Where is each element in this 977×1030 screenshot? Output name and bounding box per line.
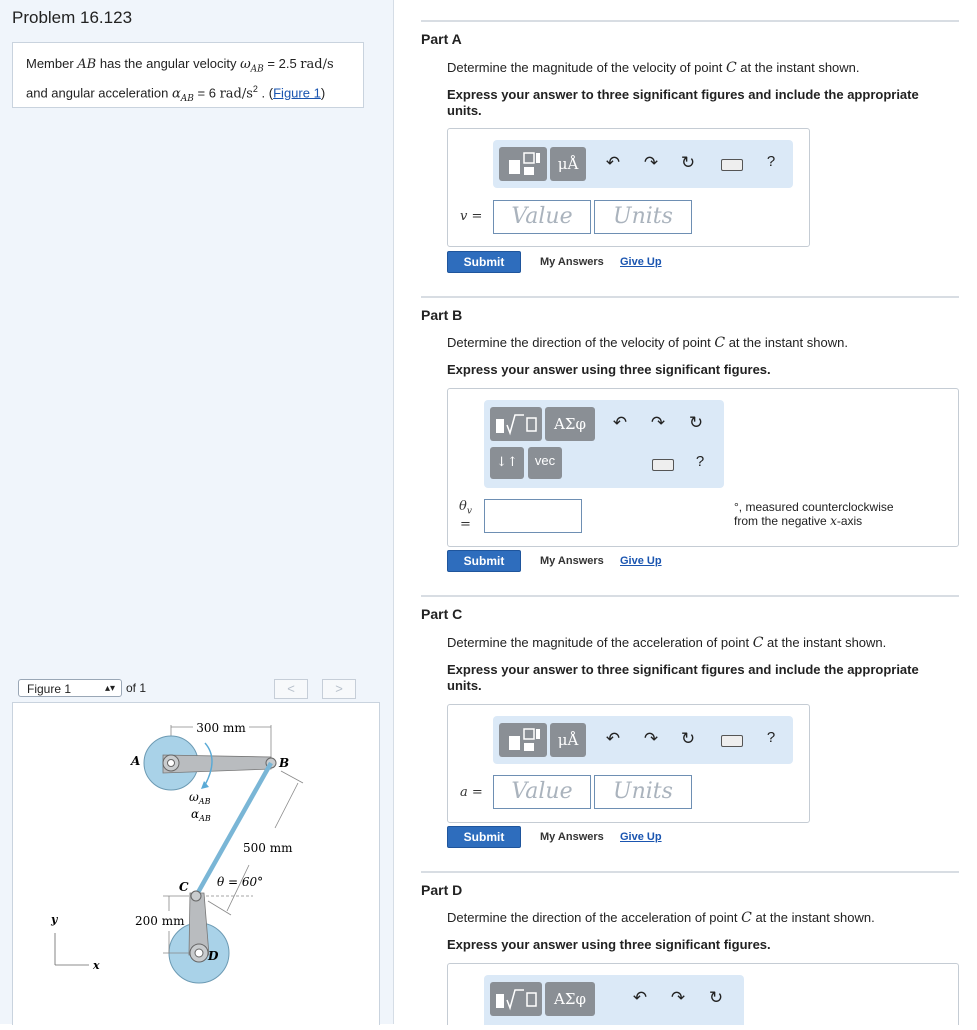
part-c-toolbar bbox=[493, 716, 793, 764]
label-d: D bbox=[208, 949, 219, 963]
part-d-toolbar bbox=[484, 975, 744, 1025]
velocity-label: v = bbox=[460, 209, 483, 224]
next-figure-button[interactable]: > bbox=[322, 679, 356, 699]
help-icon[interactable]: ? bbox=[766, 153, 776, 170]
figure-count: of 1 bbox=[126, 681, 147, 695]
part-b-unit-note: °, measured counterclockwise from the negative x-axis bbox=[734, 500, 894, 528]
velocity-value-input[interactable]: Value bbox=[493, 200, 591, 234]
part-a-toolbar bbox=[493, 140, 793, 188]
keyboard-icon[interactable] bbox=[721, 735, 743, 747]
axis-y-label: y bbox=[51, 913, 58, 926]
radical-template-icon bbox=[490, 407, 542, 441]
radical-template-icon bbox=[490, 982, 542, 1016]
reset-icon[interactable]: ↻ bbox=[688, 413, 704, 432]
part-b-title: Part B bbox=[421, 307, 463, 323]
dim-300-label: 300 mm bbox=[196, 721, 246, 735]
template-icon bbox=[499, 723, 547, 757]
theta-v-equals: = bbox=[460, 517, 471, 532]
alpha-label: $\alpha_{AB}$ bbox=[191, 807, 211, 823]
part-c-instruction: Express your answer to three significant figures and include the appropriate units. bbox=[447, 662, 919, 693]
part-b-toolbar bbox=[484, 400, 724, 488]
part-c-question: Determine the magnitude of the acceleration of point C at the instant shown. bbox=[447, 635, 887, 651]
greek-button[interactable]: ΑΣφ bbox=[545, 407, 595, 441]
redo-icon[interactable]: ↷ bbox=[670, 988, 686, 1007]
reset-icon[interactable]: ↻ bbox=[680, 729, 696, 748]
units-button[interactable]: μÅ bbox=[550, 723, 586, 757]
updown-caret-icon: ▴▾ bbox=[104, 683, 115, 694]
part-b-my-answers-link[interactable]: My Answers bbox=[540, 555, 604, 567]
acceleration-label: a = bbox=[460, 785, 483, 800]
omega-label: $\omega_{AB}$ bbox=[189, 790, 211, 806]
part-a-instruction: Express your answer to three significant figures and include the appropriate units. bbox=[447, 87, 919, 118]
sort-button[interactable]: ↓↑ bbox=[490, 447, 524, 479]
separator bbox=[421, 871, 959, 873]
acceleration-units-input[interactable]: Units bbox=[594, 775, 692, 809]
part-b-question: Determine the direction of the velocity of point C at the instant shown. bbox=[447, 335, 848, 351]
part-c-title: Part C bbox=[421, 606, 463, 622]
problem-title: Problem 16.123 bbox=[12, 8, 133, 27]
prev-figure-button[interactable]: < bbox=[274, 679, 308, 699]
greek-button[interactable]: ΑΣφ bbox=[545, 982, 595, 1016]
radical-template-button[interactable] bbox=[490, 407, 542, 441]
radical-template-button[interactable] bbox=[490, 982, 542, 1016]
figure-canvas bbox=[12, 702, 380, 1025]
part-d-title: Part D bbox=[421, 882, 463, 898]
reset-icon[interactable]: ↻ bbox=[680, 153, 696, 172]
label-c: C bbox=[179, 880, 189, 894]
template-button[interactable] bbox=[499, 723, 547, 757]
problem-statement: Member AB has the angular velocity $\omega_{AB} = 2.5$ rad/s and angular acceleration $\alpha_{AB} = 6$ rad/$s^2$ . (Figure 1) bbox=[12, 42, 364, 108]
undo-icon[interactable]: ↶ bbox=[632, 988, 648, 1007]
vec-button[interactable]: vec bbox=[528, 447, 562, 479]
separator bbox=[421, 296, 959, 298]
separator bbox=[421, 595, 959, 597]
label-a: A bbox=[131, 754, 141, 768]
template-button[interactable] bbox=[499, 147, 547, 181]
part-a-title: Part A bbox=[421, 31, 462, 47]
part-b-give-up-link[interactable]: Give Up bbox=[620, 555, 662, 567]
part-d-question: Determine the direction of the acceleration of point C at the instant shown. bbox=[447, 910, 875, 926]
redo-icon[interactable]: ↷ bbox=[643, 729, 659, 748]
figure-link[interactable]: Figure 1 bbox=[273, 84, 321, 100]
undo-icon[interactable]: ↶ bbox=[612, 413, 628, 432]
mechanism-diagram bbox=[13, 703, 379, 1025]
theta-v-input[interactable] bbox=[484, 499, 582, 533]
velocity-units-input[interactable]: Units bbox=[594, 200, 692, 234]
help-icon[interactable]: ? bbox=[766, 729, 776, 746]
part-b-instruction: Express your answer using three significant figures. bbox=[447, 362, 771, 377]
theta-label: θ = 60° bbox=[217, 875, 264, 889]
dim-200-label: 200 mm bbox=[135, 914, 185, 928]
template-icon bbox=[499, 147, 547, 181]
undo-icon[interactable]: ↶ bbox=[605, 153, 621, 172]
part-a-my-answers-link[interactable]: My Answers bbox=[540, 256, 604, 268]
label-b: B bbox=[279, 756, 290, 770]
acceleration-value-input[interactable]: Value bbox=[493, 775, 591, 809]
help-icon[interactable]: ? bbox=[695, 453, 705, 470]
figure-navigation bbox=[12, 677, 378, 701]
part-a-submit-button[interactable]: Submit bbox=[447, 251, 521, 273]
part-a-give-up-link[interactable]: Give Up bbox=[620, 256, 662, 268]
part-c-give-up-link[interactable]: Give Up bbox=[620, 831, 662, 843]
reset-icon[interactable]: ↻ bbox=[708, 988, 724, 1007]
axis-x-label: x bbox=[93, 959, 100, 972]
units-button[interactable]: μÅ bbox=[550, 147, 586, 181]
part-c-answer-box bbox=[447, 704, 810, 823]
separator bbox=[421, 20, 959, 22]
part-a-question: Determine the magnitude of the velocity of point C at the instant shown. bbox=[447, 60, 860, 76]
figure-select[interactable]: Figure 1 ▴▾ bbox=[18, 679, 122, 697]
part-b-submit-button[interactable]: Submit bbox=[447, 550, 521, 572]
keyboard-icon[interactable] bbox=[721, 159, 743, 171]
problem-panel bbox=[0, 0, 394, 1024]
part-d-instruction: Express your answer using three significant figures. bbox=[447, 937, 771, 952]
redo-icon[interactable]: ↷ bbox=[650, 413, 666, 432]
part-b-answer-box bbox=[447, 388, 959, 547]
part-d-answer-box bbox=[447, 963, 959, 1025]
keyboard-icon[interactable] bbox=[652, 459, 674, 471]
part-c-my-answers-link[interactable]: My Answers bbox=[540, 831, 604, 843]
part-a-answer-box bbox=[447, 128, 810, 247]
dim-500-label: 500 mm bbox=[243, 841, 293, 855]
redo-icon[interactable]: ↷ bbox=[643, 153, 659, 172]
undo-icon[interactable]: ↶ bbox=[605, 729, 621, 748]
theta-v-label: $\theta_v$ bbox=[459, 499, 472, 517]
part-c-submit-button[interactable]: Submit bbox=[447, 826, 521, 848]
